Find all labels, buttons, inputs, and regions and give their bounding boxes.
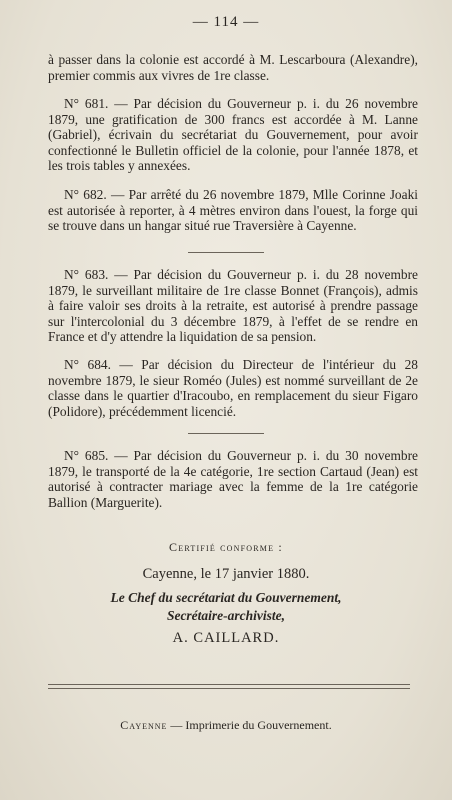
certification-dateline: Cayenne, le 17 janvier 1880.: [142, 566, 310, 582]
footer-rule: [48, 684, 410, 685]
paragraph-683: N° 683. — Par décision du Gouverneur p. i. du 28 novembre 1879, le surveillant militaire de 1re classe Bonnet (François), admis à faire valoir ses droits à la retraite, est autorisé à prendre passage sur l'intercolonial du 3 décembre 1879, à l'effet de se rendre en France et d'y attendre la liquidation de sa pension.: [48, 267, 418, 345]
paragraph-682: N° 682. — Par arrêté du 26 novembre 1879, Mlle Corinne Joaki est autorisée à reporter, à 4 mètres environ dans l'ouest, la forge qui se trouve dans un hangar situé rue Traversière à Cayenne.: [48, 187, 418, 234]
imprint-place: Cayenne: [120, 718, 168, 732]
paragraph-681: N° 681. — Par décision du Gouverneur p. i. du 26 novembre 1879, une gratification de 300 francs est accordée à M. Lanne (Gabriel), écrivain du secrétariat du Gouvernement, pour avoir confectionné le Bulletin officiel de la colonie, pour l'année 1878, et les trois tables y annexées.: [48, 96, 418, 174]
paragraph-685: N° 685. — Par décision du Gouverneur p. i. du 30 novembre 1879, le transporté de la 4e catégorie, 1re section Cartaud (Jean) est autorisé à contracter mariage avec la femme de la 1re catégorie Ballion (Marguerite).: [48, 448, 418, 510]
signatory-role: Le Chef du secrétariat du Gouvernement,: [110, 590, 342, 605]
signatory-title: Secrétaire-archiviste,: [166, 608, 286, 623]
imprint-printer: — Imprimerie du Gouvernement.: [167, 718, 332, 732]
signatory-name: A. CAILLARD.: [172, 630, 280, 646]
paragraph-684: N° 684. — Par décision du Directeur de l'intérieur du 28 novembre 1879, le sieur Roméo (Jules) est nommé surveillant de 2e classe dans le quartier d'Iracoubo, en remplacement du sieur Figaro (Polidore), précédemment licencié.: [48, 357, 418, 419]
certification-heading: Certifié conforme :: [169, 540, 283, 554]
page-number: — 114 —: [192, 14, 260, 30]
section-divider: [188, 433, 264, 434]
printer-imprint: [0, 718, 452, 733]
section-divider: [188, 252, 264, 253]
footer-rule-secondary: [48, 688, 410, 689]
paragraph-continuation: à passer dans la colonie est accordé à M. Lescarboura (Alexandre), premier commis aux vivres de 1re classe.: [48, 52, 418, 83]
